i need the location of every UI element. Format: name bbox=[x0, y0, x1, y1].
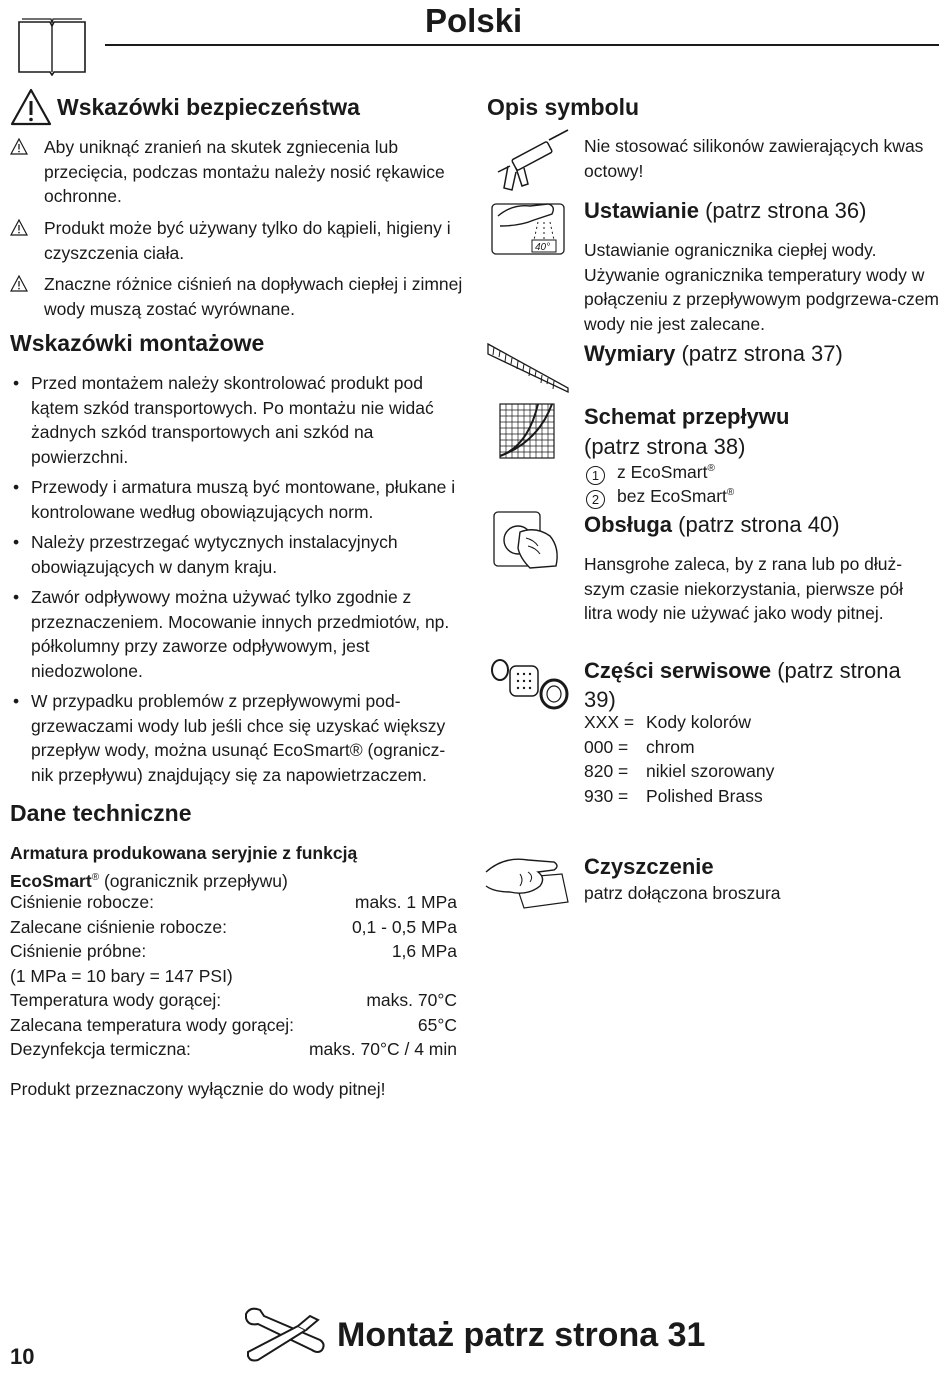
warning-icon bbox=[10, 88, 52, 126]
flow-item: 1 z EcoSmart® bbox=[586, 457, 715, 485]
table-row: Zalecane ciśnienie robocze: 0,1 - 0,5 MPa bbox=[10, 916, 457, 937]
list-item: 930 = Polished Brass bbox=[584, 785, 763, 806]
aerator-parts-icon bbox=[486, 654, 572, 710]
safety-item: Znaczne różnice ciśnień na dopływach ciepłej i zimnej wody muszą zostać wyrównane. bbox=[10, 272, 465, 321]
silicone-note: Nie stosować silikonów zawierających kwas octowy! bbox=[584, 136, 924, 181]
page-language-title: Polski bbox=[425, 2, 523, 39]
list-item: XXX = Kody kolorów bbox=[584, 712, 752, 732]
table-row: Ciśnienie robocze: maks. 1 MPa bbox=[10, 892, 457, 912]
warning-small-icon bbox=[10, 138, 28, 155]
setting-text: Ustawianie ogranicznika ciepłej wody. Używanie ogranicznika temperatury wody w połączeniu z przepływowym podgrzewa-czem wody nie jest zalecane. bbox=[584, 240, 940, 334]
flow-item: 2 bez EcoSmart® bbox=[586, 481, 734, 509]
drinking-water-note: Produkt przeznaczony wyłącznie do wody pitnej! bbox=[10, 1079, 386, 1099]
symbols-title: Opis symbolu bbox=[487, 94, 640, 120]
table-row: Dezynfekcja termiczna: maks. 70°C / 4 min bbox=[10, 1039, 457, 1059]
ruler-icon bbox=[484, 340, 572, 394]
list-item: 820 = nikiel szorowany bbox=[584, 761, 775, 781]
thermo-display-text: 40° bbox=[535, 242, 551, 253]
silicone-gun-icon bbox=[494, 128, 574, 194]
list-item: 000 = chrom bbox=[584, 736, 695, 757]
list-item: • W przypadku problemów z przepływowymi pod-grzewaczami wody lub jeśli chce się uzyskać większy przepływ wody, można usunąć EcoSmart® (ogranicz-nik przepływu) znajdujący się za napowietrzaczem. bbox=[10, 689, 460, 787]
safety-item: Produkt może być używany tylko do kąpieli, higieny i czyszczenia ciała. bbox=[10, 216, 465, 265]
flow-number-2: 2 bbox=[586, 490, 605, 509]
hand-knob-icon bbox=[490, 508, 564, 572]
table-row: Zalecana temperatura wody gorącej: 65°C bbox=[10, 1014, 457, 1035]
page-number: 10 bbox=[10, 1344, 35, 1369]
header-rule bbox=[105, 44, 939, 46]
assembly-reference: Montaż patrz strona 31 bbox=[337, 1316, 706, 1354]
safety-item: Aby uniknąć zranień na skutek zgniecenia lub przecięcia, podczas montażu należy nosić rękawice ochronne. bbox=[10, 135, 465, 209]
operation-text: Hansgrohe zaleca, by z rana lub po dłuż-szym czasie niekorzystania, pierwsze pół litra wody nie używać jako wody pitnej. bbox=[584, 554, 904, 623]
table-row: Temperatura wody gorącej: maks. 70°C bbox=[10, 990, 457, 1010]
operation-heading: Obsługa (patrz strona 40) bbox=[584, 512, 840, 537]
flow-number-1: 1 bbox=[586, 466, 605, 485]
color-codes bbox=[584, 710, 774, 808]
parts-heading: Części serwisowe (patrz strona 39) bbox=[584, 658, 901, 712]
book-icon bbox=[16, 16, 88, 76]
flow-heading: Schemat przepływu (patrz strona 38) bbox=[584, 404, 790, 459]
list-item: • Przed montażem należy skontrolować produkt pod kątem szkód transportowych. Po montażu nie widać żadnych szkód transportowych ani szkód na powierzchni. bbox=[10, 371, 460, 469]
cleaning-heading: Czyszczenie bbox=[584, 854, 714, 879]
cleaning-text: patrz dołączona broszura bbox=[584, 883, 781, 903]
flow-diagram-icon bbox=[498, 402, 558, 460]
warning-small-icon bbox=[10, 219, 28, 236]
table-row: Ciśnienie próbne: 1,6 MPa bbox=[10, 941, 457, 961]
dimensions-heading: Wymiary (patrz strona 37) bbox=[584, 341, 843, 366]
warning-small-icon bbox=[10, 275, 28, 292]
setting-heading: Ustawianie (patrz strona 36) bbox=[584, 198, 867, 223]
assembly-title: Wskazówki montażowe bbox=[10, 330, 265, 356]
technical-title: Dane techniczne bbox=[10, 800, 192, 826]
list-item: • Zawór odpływowy można używać tylko zgodnie z przeznaczeniem. Mocowanie innych przedmiotów, np. półkolumny przy zaworze odpływowym, jest niedozwolone. bbox=[10, 585, 460, 683]
technical-table bbox=[10, 890, 457, 1062]
list-item: • Należy przestrzegać wytycznych instalacyjnych obowiązujących w danym kraju. bbox=[10, 530, 460, 579]
safety-title: Wskazówki bezpieczeństwa bbox=[57, 94, 360, 120]
thermostat-hand-icon bbox=[490, 196, 570, 258]
cleaning-hand-icon bbox=[484, 852, 572, 910]
table-row: (1 MPa = 10 bary = 147 PSI) bbox=[10, 965, 233, 986]
list-item: • Przewody i armatura muszą być montowane, płukane i kontrolowane według obowiązujących norm. bbox=[10, 475, 460, 524]
tools-icon bbox=[240, 1304, 328, 1362]
technical-subtitle: Armatura produkowana seryjnie z funkcją EcoSmart® (ogranicznik przepływu) bbox=[10, 843, 358, 891]
assembly-list bbox=[10, 371, 460, 793]
